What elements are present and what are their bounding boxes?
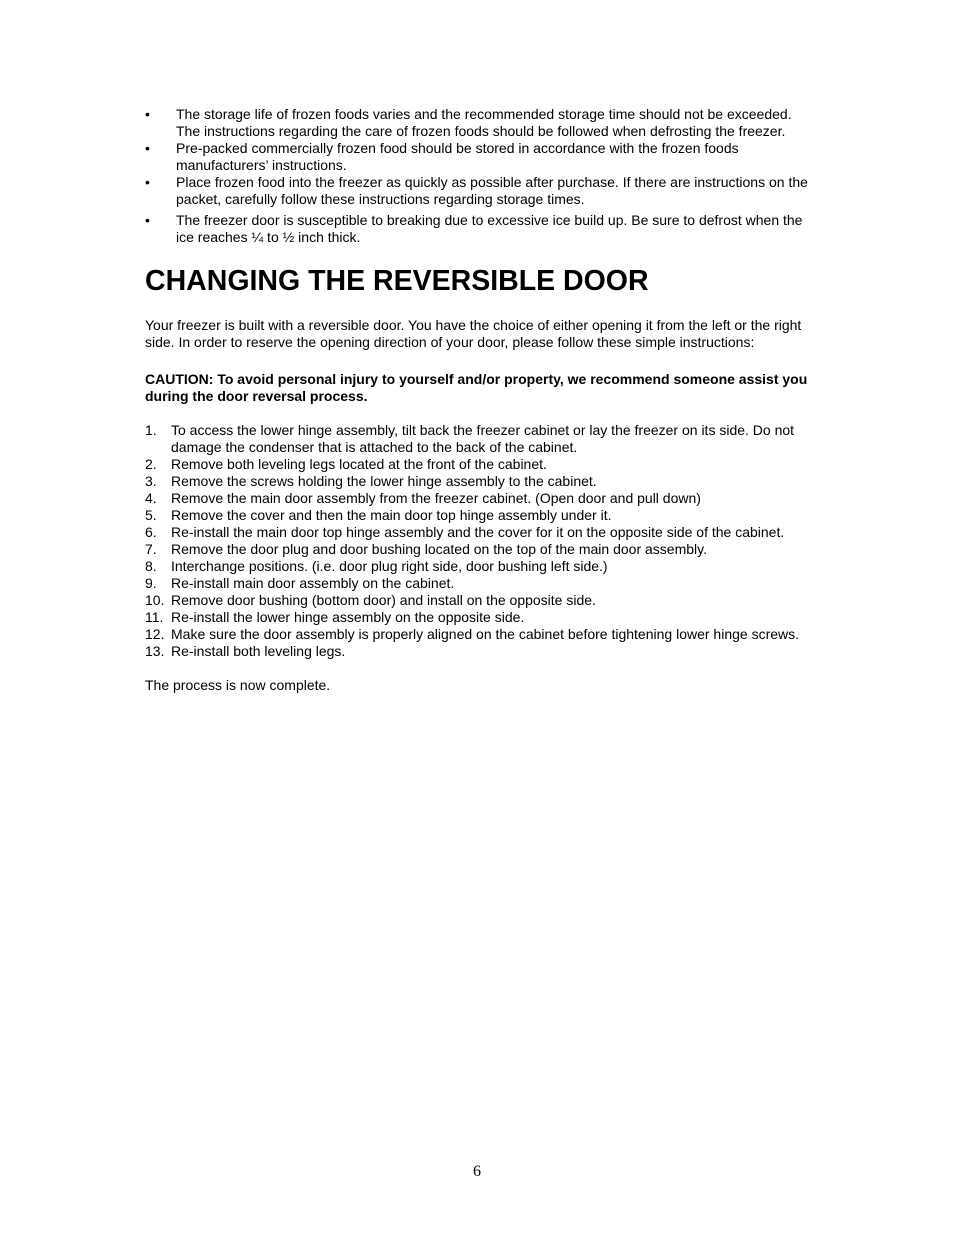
list-item xyxy=(145,524,810,541)
bullet-icon: • xyxy=(145,140,150,156)
list-item xyxy=(145,422,810,456)
storage-tips-list xyxy=(145,106,810,246)
bullet-icon: • xyxy=(145,106,150,122)
step-number: 6. xyxy=(145,524,157,540)
list-item-text: Pre-packed commercially frozen food should be stored in accordance with the frozen foods manufacturers’ instructions. xyxy=(176,140,739,173)
door-reversal-steps xyxy=(145,422,810,660)
step-number: 2. xyxy=(145,456,157,472)
step-number: 7. xyxy=(145,541,157,557)
step-number: 10. xyxy=(145,592,165,608)
step-text: To access the lower hinge assembly, tilt back the freezer cabinet or lay the freezer on its side. Do not damage the condenser that is attached to the back of the cabinet. xyxy=(171,422,795,455)
list-item xyxy=(145,212,810,246)
step-text: Make sure the door assembly is properly aligned on the cabinet before tightening lower hinge screws. xyxy=(171,626,800,642)
list-item xyxy=(145,575,810,592)
step-number: 4. xyxy=(145,490,157,506)
step-number: 1. xyxy=(145,422,157,438)
list-item xyxy=(145,106,810,140)
completion-note: The process is now complete. xyxy=(145,677,331,693)
list-item-text: The freezer door is susceptible to breaking due to excessive ice build up. Be sure to defrost when the ice reaches ¼ to ½ inch thick. xyxy=(176,212,803,245)
list-item xyxy=(145,643,810,660)
step-number: 3. xyxy=(145,473,157,489)
list-item xyxy=(145,592,810,609)
step-text: Remove the main door assembly from the freezer cabinet. (Open door and pull down) xyxy=(171,490,701,506)
list-item-text: The storage life of frozen foods varies and the recommended storage time should not be exceeded. The instructions regarding the care of frozen foods should be followed when defrosting the freezer. xyxy=(176,106,792,139)
list-item xyxy=(145,609,810,626)
list-item xyxy=(145,473,810,490)
step-text: Re-install both leveling legs. xyxy=(171,643,346,659)
page-content xyxy=(145,106,810,694)
step-number: 13. xyxy=(145,643,165,659)
list-item xyxy=(145,507,810,524)
step-text: Interchange positions. (i.e. door plug right side, door bushing left side.) xyxy=(171,558,608,574)
step-text: Re-install the lower hinge assembly on the opposite side. xyxy=(171,609,525,625)
step-text: Remove both leveling legs located at the front of the cabinet. xyxy=(171,456,547,472)
list-item xyxy=(145,626,810,643)
list-item xyxy=(145,174,810,208)
list-item xyxy=(145,140,810,174)
bullet-icon: • xyxy=(145,212,150,228)
step-text: Re-install the main door top hinge assembly and the cover for it on the opposite side of the cabinet. xyxy=(171,524,785,540)
section-title: CHANGING THE REVERSIBLE DOOR xyxy=(145,265,649,297)
list-item xyxy=(145,541,810,558)
step-text: Re-install main door assembly on the cabinet. xyxy=(171,575,455,591)
step-number: 12. xyxy=(145,626,165,642)
step-number: 11. xyxy=(145,609,164,625)
step-number: 9. xyxy=(145,575,157,591)
page-number: 6 xyxy=(473,1163,481,1180)
caution-paragraph: CAUTION: To avoid personal injury to yourself and/or property, we recommend someone assist you during the door reversal process. xyxy=(145,371,808,404)
bullet-icon: • xyxy=(145,174,150,190)
step-text: Remove door bushing (bottom door) and install on the opposite side. xyxy=(171,592,596,608)
step-text: Remove the cover and then the main door top hinge assembly under it. xyxy=(171,507,612,523)
list-item xyxy=(145,490,810,507)
list-item xyxy=(145,558,810,575)
step-number: 5. xyxy=(145,507,157,523)
list-item xyxy=(145,456,810,473)
step-text: Remove the door plug and door bushing located on the top of the main door assembly. xyxy=(171,541,707,557)
step-text: Remove the screws holding the lower hinge assembly to the cabinet. xyxy=(171,473,597,489)
intro-paragraph: Your freezer is built with a reversible door. You have the choice of either opening it from the left or the right side. In order to reserve the opening direction of your door, please follow these simple instructions: xyxy=(145,317,802,350)
list-item-text: Place frozen food into the freezer as quickly as possible after purchase. If there are instructions on the packet, carefully follow these instructions regarding storage times. xyxy=(176,174,808,207)
step-number: 8. xyxy=(145,558,157,574)
